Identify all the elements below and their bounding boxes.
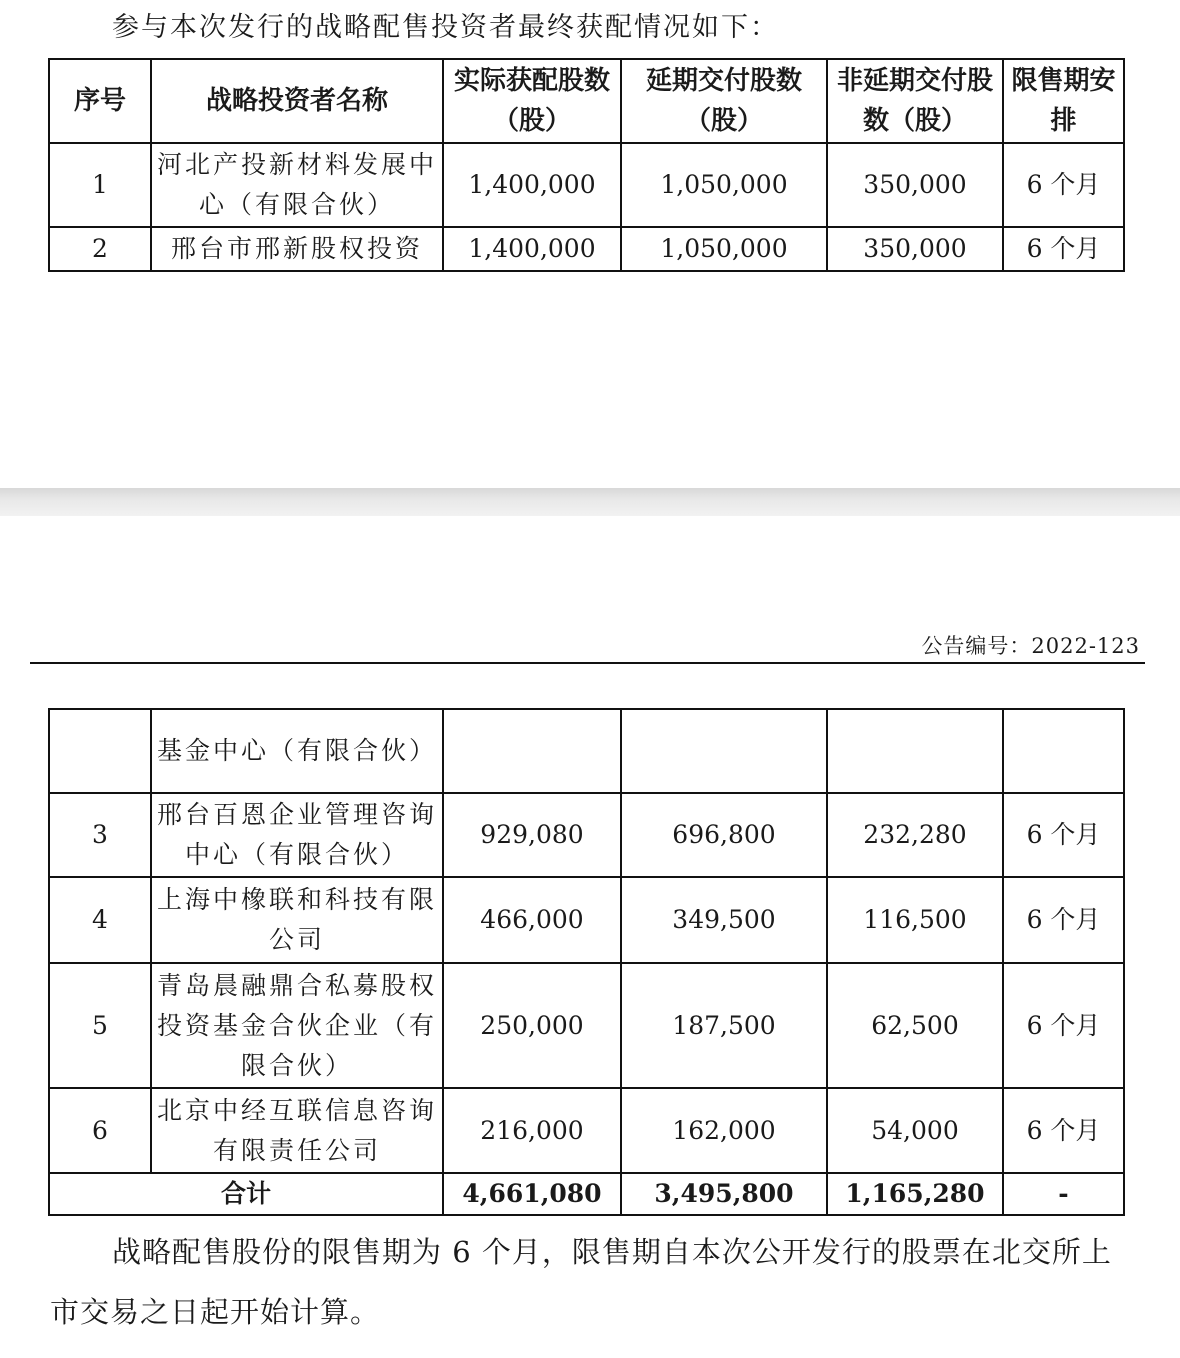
cell-non-deferred: 232,280: [827, 793, 1003, 877]
cell-lockup: 6 个月: [1003, 877, 1124, 963]
table-header-row: [49, 59, 1124, 143]
cell-deferred: 1,050,000: [621, 227, 827, 271]
total-row: [49, 1173, 1124, 1215]
table-row-continuation: [49, 709, 1124, 793]
cell-deferred: 162,000: [621, 1088, 827, 1173]
cell-seq: 2: [49, 227, 151, 271]
header-deferred: 延期交付股数（股）: [621, 59, 827, 143]
cell-lockup: [1003, 709, 1124, 793]
cell-seq: 3: [49, 793, 151, 877]
cell-name: 北京中经互联信息咨询有限责任公司: [151, 1088, 443, 1173]
cell-actual: 216,000: [443, 1088, 621, 1173]
table-row: [49, 877, 1124, 963]
cell-deferred: [621, 709, 827, 793]
doc-number: 公告编号：2022-123: [921, 634, 1140, 658]
cell-actual: 1,400,000: [443, 227, 621, 271]
table-row: [49, 793, 1124, 877]
header-actual: 实际获配股数（股）: [443, 59, 621, 143]
cell-lockup: 6 个月: [1003, 963, 1124, 1088]
cell-actual: 466,000: [443, 877, 621, 963]
cell-deferred: 696,800: [621, 793, 827, 877]
page-break: [0, 488, 1180, 516]
total-deferred: 3,495,800: [621, 1173, 827, 1215]
cell-seq: 4: [49, 877, 151, 963]
cell-name: 邢台百恩企业管理咨询中心（有限合伙）: [151, 793, 443, 877]
table-row: [49, 143, 1124, 227]
allocation-table-page1: [48, 58, 1125, 272]
cell-non-deferred: 54,000: [827, 1088, 1003, 1173]
cell-seq: 5: [49, 963, 151, 1088]
cell-seq: 6: [49, 1088, 151, 1173]
cell-non-deferred: 62,500: [827, 963, 1003, 1088]
table-row: [49, 1088, 1124, 1173]
cell-lockup: 6 个月: [1003, 227, 1124, 271]
cell-lockup: 6 个月: [1003, 1088, 1124, 1173]
header-non-deferred: 非延期交付股数（股）: [827, 59, 1003, 143]
header-lockup: 限售期安排: [1003, 59, 1124, 143]
cell-deferred: 187,500: [621, 963, 827, 1088]
cell-name: 基金中心（有限合伙）: [151, 709, 443, 793]
cell-non-deferred: 350,000: [827, 143, 1003, 227]
cell-lockup: 6 个月: [1003, 143, 1124, 227]
table-row: [49, 227, 1124, 271]
total-lockup: -: [1003, 1173, 1124, 1215]
total-actual: 4,661,080: [443, 1173, 621, 1215]
cell-non-deferred: 116,500: [827, 877, 1003, 963]
cell-actual: 1,400,000: [443, 143, 621, 227]
cell-non-deferred: 350,000: [827, 227, 1003, 271]
header-rule: [30, 662, 1145, 664]
cell-name: 河北产投新材料发展中心（有限合伙）: [151, 143, 443, 227]
intro-text: 参与本次发行的战略配售投资者最终获配情况如下：: [112, 12, 779, 43]
cell-non-deferred: [827, 709, 1003, 793]
lockup-footnote: 战略配售股份的限售期为 6 个月，限售期自本次公开发行的股票在北交所上市交易之日起开始计算。: [50, 1235, 1112, 1329]
cell-name: 上海中橡联和科技有限公司: [151, 877, 443, 963]
cell-actual: 929,080: [443, 793, 621, 877]
cell-name: 邢台市邢新股权投资: [151, 227, 443, 271]
cell-deferred: 349,500: [621, 877, 827, 963]
total-non-deferred: 1,165,280: [827, 1173, 1003, 1215]
table-row: [49, 963, 1124, 1088]
cell-name: 青岛晨融鼎合私募股权投资基金合伙企业（有限合伙）: [151, 963, 443, 1088]
header-seq: 序号: [49, 59, 151, 143]
cell-actual: [443, 709, 621, 793]
cell-lockup: 6 个月: [1003, 793, 1124, 877]
cell-actual: 250,000: [443, 963, 621, 1088]
allocation-table-page2: [48, 708, 1125, 1216]
cell-seq: [49, 709, 151, 793]
cell-seq: 1: [49, 143, 151, 227]
cell-deferred: 1,050,000: [621, 143, 827, 227]
header-name: 战略投资者名称: [151, 59, 443, 143]
total-label: 合计: [49, 1173, 443, 1215]
